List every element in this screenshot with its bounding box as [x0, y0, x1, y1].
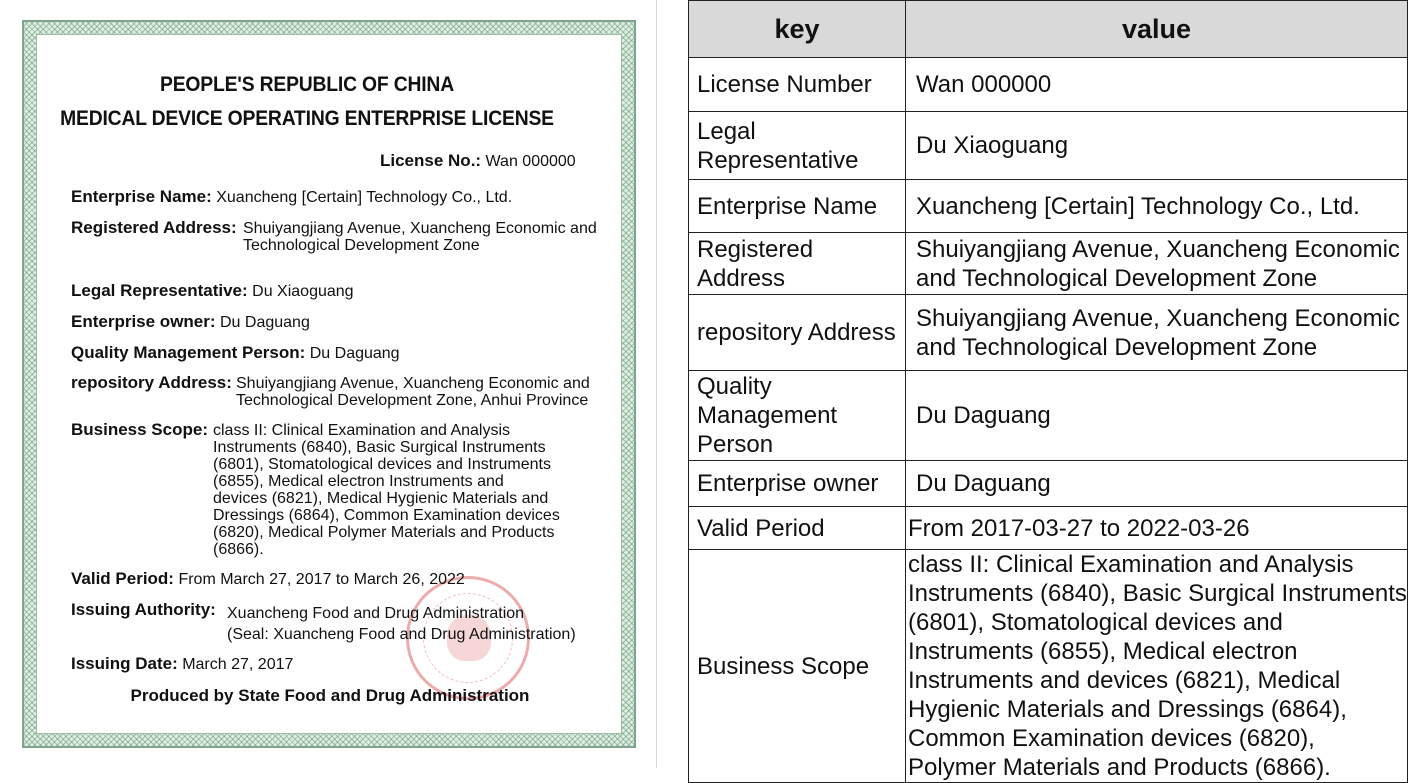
row-value: Shuiyangjiang Avenue, Xuancheng Economic and Technological Development Zone: [906, 233, 1408, 295]
repository-address-line: Technological Development Zone, Anhui Province: [236, 392, 589, 409]
issuing-authority-value: [227, 603, 576, 645]
row-key: Registered Address: [689, 233, 906, 295]
business-scope-line: (6866).: [213, 541, 264, 558]
business-scope-label: Business Scope:: [71, 420, 208, 439]
enterprise-owner: [71, 313, 310, 332]
valid-period: [71, 570, 465, 589]
table-row: [689, 461, 1408, 507]
row-key: License Number: [689, 58, 906, 112]
quality-management-value: Du Daguang: [309, 345, 400, 362]
row-key: Quality Management Person: [689, 371, 906, 461]
business-scope-line: Instruments (6840), Basic Surgical Instruments: [213, 439, 546, 456]
row-key: Valid Period: [689, 507, 906, 550]
repository-address-label: repository Address:: [71, 373, 232, 392]
row-value: Shuiyangjiang Avenue, Xuancheng Economic and Technological Development Zone: [906, 295, 1408, 371]
quality-management-person: [71, 344, 400, 363]
row-value: class II: Clinical Examination and Analysis Instruments (6840), Basic Surgical Instruments (6801), Stomatological devices and Instruments (6855), Medical electron Instruments and devices (6821), Medical Hygienic Materials and Dressings (6864), Common Examination devices (6820), Polymer Materials and Products (6866).: [906, 550, 1408, 783]
issuing-authority-label: Issuing Authority:: [71, 600, 216, 619]
business-scope-value: [213, 422, 560, 558]
registered-address-value: [243, 220, 597, 254]
business-scope-label-row: [71, 421, 208, 440]
valid-period-label: Valid Period:: [71, 569, 174, 588]
business-scope-line: (6820), Medical Polymer Materials and Products: [213, 524, 555, 541]
certificate-title-line2: MEDICAL DEVICE OPERATING ENTERPRISE LICENSE: [60, 107, 554, 130]
issuing-authority-name: Xuancheng Food and Drug Administration: [227, 605, 525, 622]
license-certificate: [0, 0, 660, 768]
business-scope-line: Dressings (6864), Common Examination devices: [213, 507, 560, 524]
repository-address-label-row: [71, 374, 232, 393]
enterprise-owner-label: Enterprise owner:: [71, 312, 216, 331]
table-row: [689, 233, 1408, 295]
valid-period-value: From March 27, 2017 to March 26, 2022: [178, 571, 465, 588]
row-key: Enterprise owner: [689, 461, 906, 507]
certificate-footer: Produced by State Food and Drug Administration: [130, 686, 530, 705]
table-row: [689, 112, 1408, 180]
issuing-date-label: Issuing Date:: [71, 654, 178, 673]
header-key: key: [689, 1, 906, 58]
table-row: [689, 295, 1408, 371]
row-key: Legal Representative: [689, 112, 906, 180]
enterprise-name-label: Enterprise Name:: [71, 187, 212, 206]
table-row: [689, 371, 1408, 461]
header-value: value: [906, 1, 1408, 58]
issuing-date-value: March 27, 2017: [182, 656, 294, 673]
key-value-table: [688, 0, 1408, 783]
issuing-authority-label-row: [71, 601, 216, 620]
issuing-date: [71, 655, 293, 674]
table-row: [689, 507, 1408, 550]
license-number-value: Wan 000000: [485, 153, 576, 170]
row-value: Du Daguang: [906, 461, 1408, 507]
repository-address-value: [236, 375, 590, 409]
table-row: [689, 550, 1408, 783]
legal-representative-value: Du Xiaoguang: [252, 283, 354, 300]
legal-representative: [71, 282, 354, 301]
registered-address-label-row: [71, 219, 237, 238]
business-scope-line: (6801), Stomatological devices and Instruments: [213, 456, 551, 473]
quality-management-label: Quality Management Person:: [71, 343, 306, 362]
issuing-authority-seal-note: (Seal: Xuancheng Food and Drug Administration): [227, 626, 576, 643]
enterprise-owner-value: Du Daguang: [220, 314, 310, 331]
repository-address-line: Shuiyangjiang Avenue, Xuancheng Economic and: [236, 375, 590, 392]
row-key: Business Scope: [689, 550, 906, 783]
table-header-row: [689, 1, 1408, 58]
enterprise-name-value: Xuancheng [Certain] Technology Co., Ltd.: [216, 189, 513, 206]
row-value: From 2017-03-27 to 2022-03-26: [906, 507, 1408, 550]
row-key: repository Address: [689, 295, 906, 371]
row-value: Wan 000000: [906, 58, 1408, 112]
table-row: [689, 58, 1408, 112]
enterprise-name: [71, 188, 512, 207]
row-value: Xuancheng [Certain] Technology Co., Ltd.: [906, 180, 1408, 233]
row-value: Du Daguang: [906, 371, 1408, 461]
license-number: [380, 152, 576, 171]
legal-representative-label: Legal Representative:: [71, 281, 248, 300]
business-scope-line: class II: Clinical Examination and Analysis: [213, 422, 511, 439]
license-number-label: License No.:: [380, 151, 482, 170]
business-scope-line: (6855), Medical electron Instruments and: [213, 473, 504, 490]
row-key: Enterprise Name: [689, 180, 906, 233]
business-scope-line: devices (6821), Medical Hygienic Materials and: [213, 490, 549, 507]
registered-address-label: Registered Address:: [71, 218, 237, 237]
certificate-title-line1: PEOPLE'S REPUBLIC OF CHINA: [160, 73, 454, 96]
registered-address-line: Shuiyangjiang Avenue, Xuancheng Economic and: [243, 220, 597, 237]
row-value: Du Xiaoguang: [906, 112, 1408, 180]
table-row: [689, 180, 1408, 233]
registered-address-line: Technological Development Zone: [243, 237, 480, 254]
